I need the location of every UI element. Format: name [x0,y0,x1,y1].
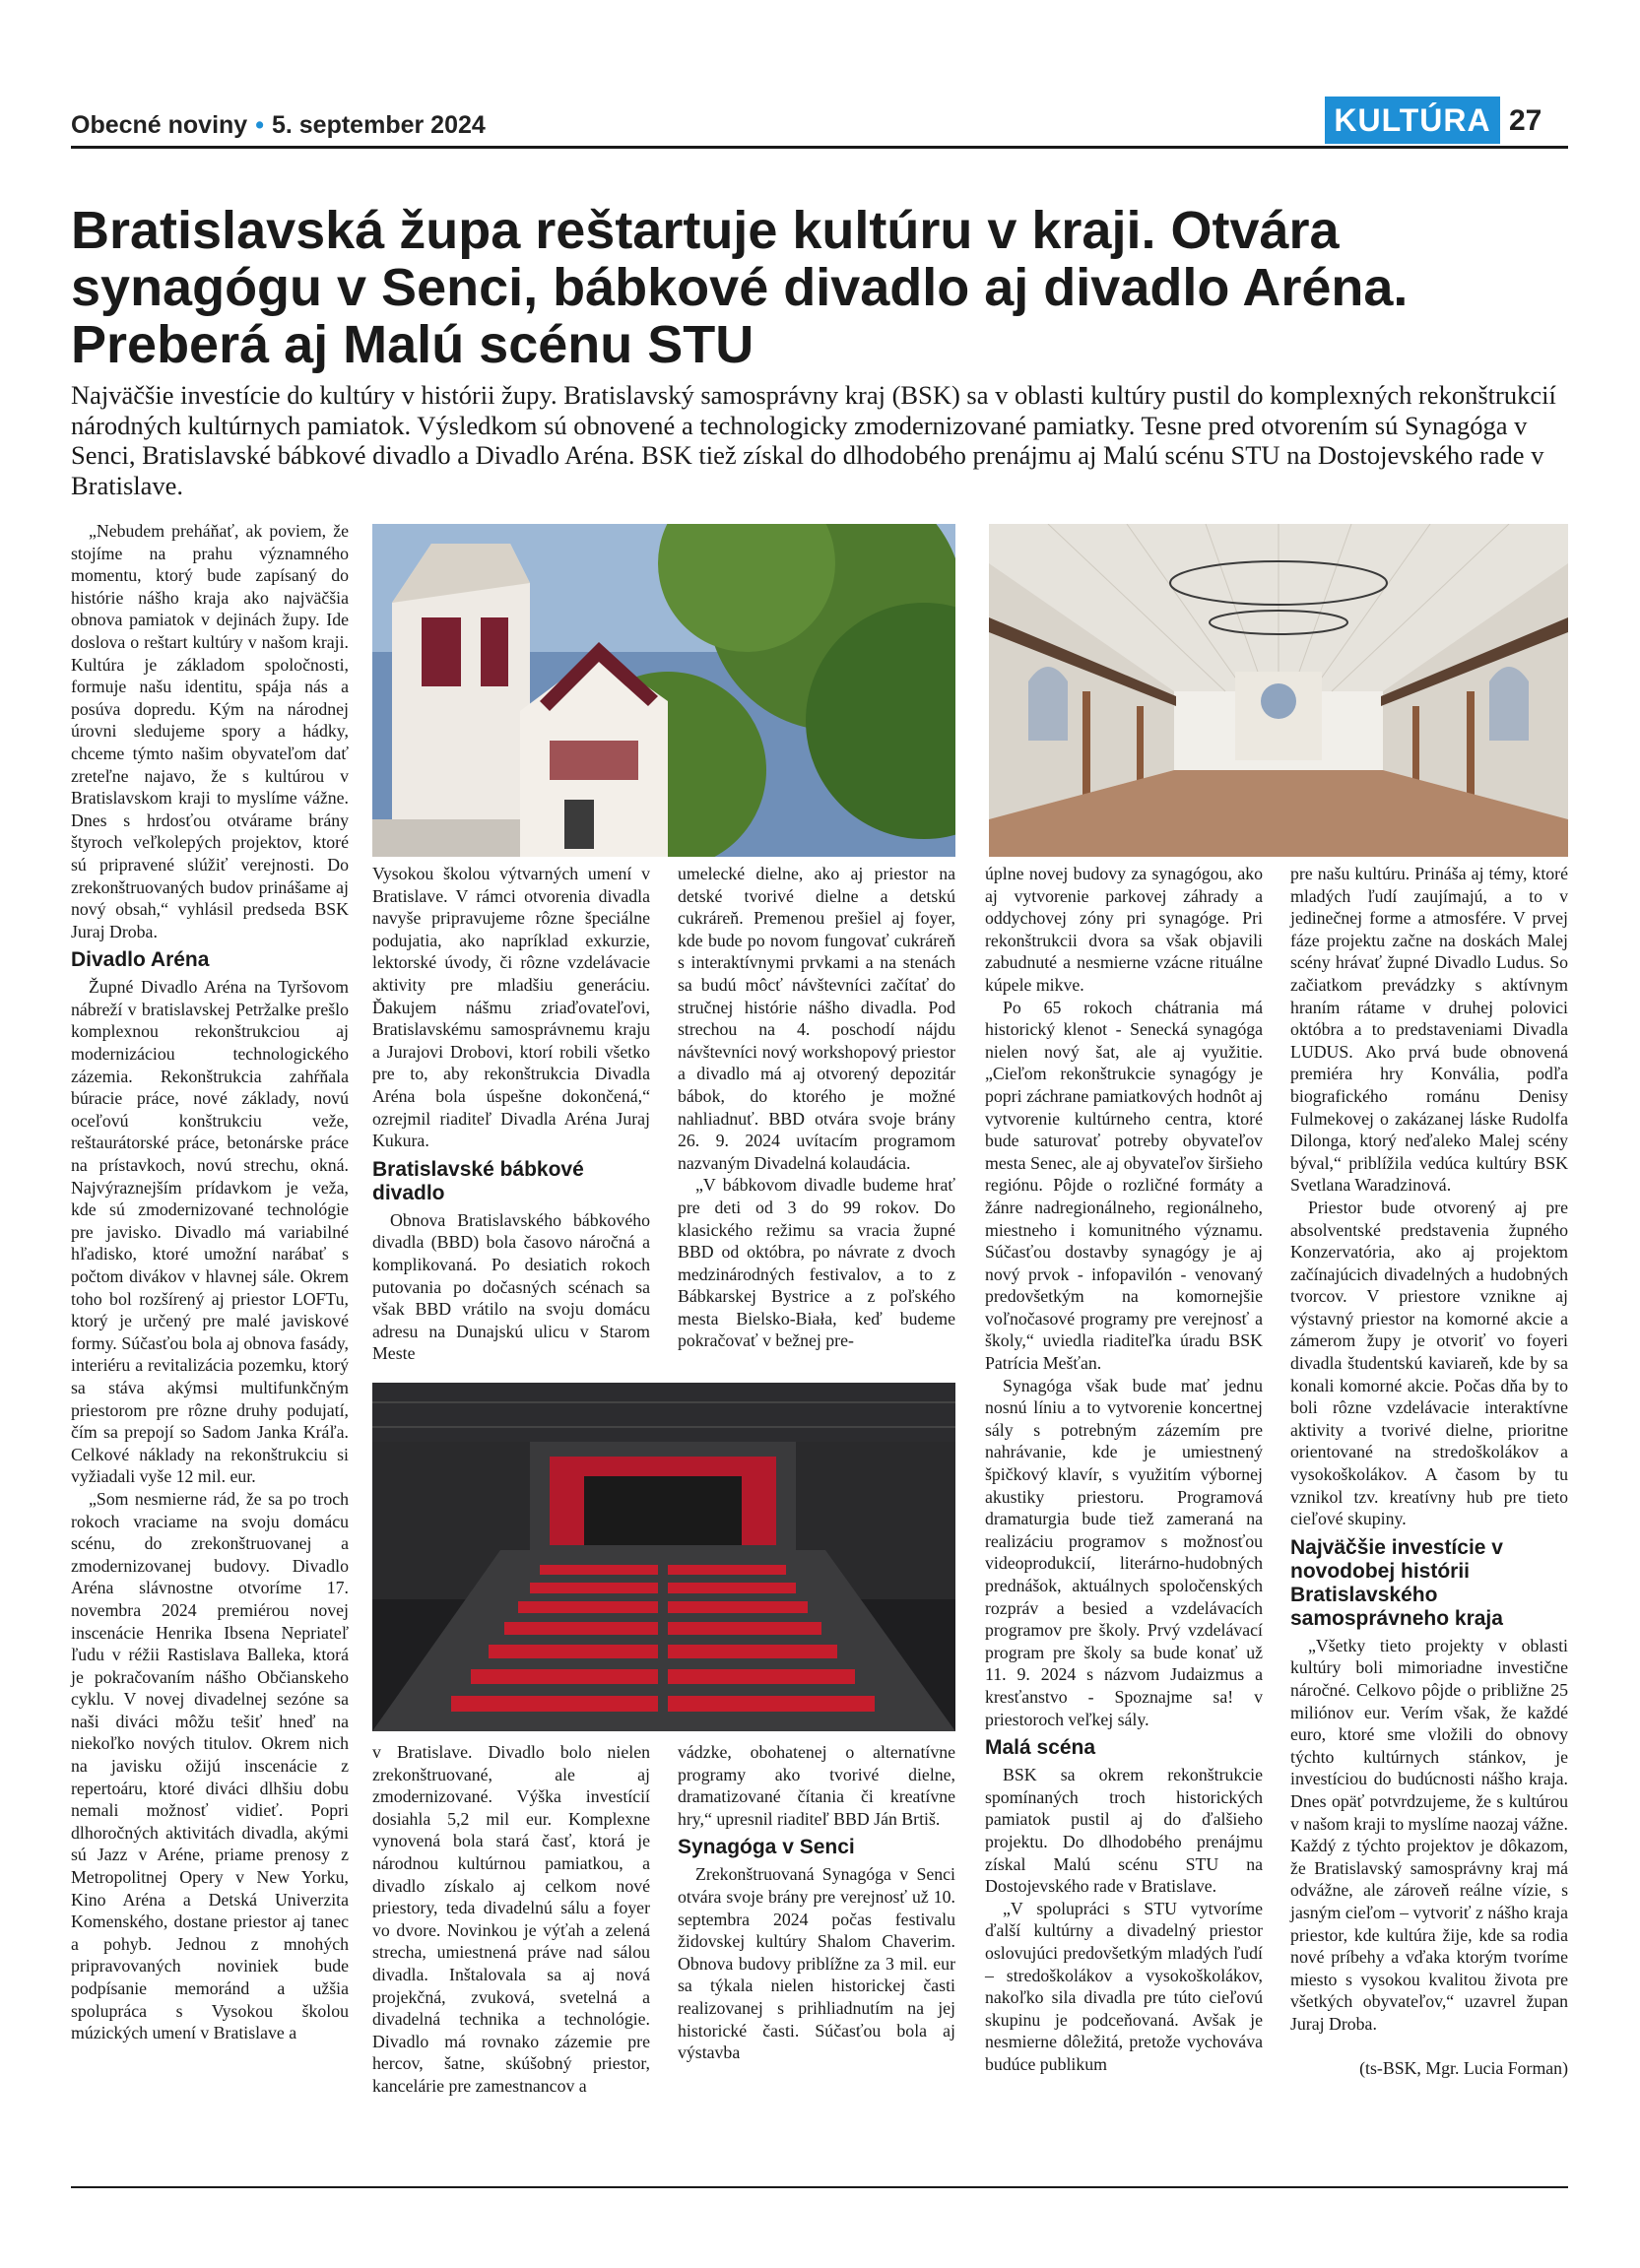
headline: Bratislavská župa reštartuje kultúru v kraji. Otvára synagógu v Senci, bábkové divadlo aj divadlo Aréna. Preberá aj Malú scénu STU [71,201,1409,374]
body-paragraph: Po 65 rokoch chátrania má historický klenot - Senecká synagóga nielen nový šat, ale aj využitie. „Cieľom rekonštrukcie synagógy je popri záchrane pamiatkových hodnôt aj vytvorenie kultúrneho centra, ktoré bude saturovať potreby obyvateľov mesta Senec, ale aj obyvateľov širšieho regiónu. Pôjde o rozličné formáty a žánre nadregionálneho, regionálneho, miestneho i komunitného významu. Súčasťou dostavby synagógy je aj nový prvok - infopavilón - venovaný predovšetkým na komornejšie voľnočasové programy pre verejnosť a školy,“ uviedla riaditeľka úradu BSK Patrícia Mešťan. [985,997,1263,1374]
column-2-bottom [372,1741,650,2098]
body-paragraph: vádzke, obohatenej o alternatívne programy ako tvorivé dielne, dramatizované čítania či kreatívne hry,“ upresnil riaditeľ BBD Ján Brtiš. [678,1742,955,1829]
quote-paragraph: „V spolupráci s STU vytvoríme ďalší kultúrny a divadelný priestor oslovujúci predovšetkým mladých ľudí – stredoškolákov a vysokoškolákov, nakoľko sila divadla pre túto cieľovú skupinu je podceňovaná. Avšak je nesmierne dôležitá, pretože vychováva budúce publikum [985,1898,1263,2074]
column-3-bottom [678,1741,955,2064]
footer-rule [71,2186,1568,2188]
column-3-top [678,863,955,1352]
body-paragraph: „Som nesmierne rád, že sa po troch rokoch vraciame na svoju domácu scénu, do zrekonštruovanej a zmodernizovanej budovy. Divadlo Aréna slávnostne otvoríme 17. novembra 2024 premiérou novej inscenácie Henrika Ibsena Nepriateľ ľudu v réžii Rastislava Balleka, ktorá je pokračovaním nášho Občianskeho cyklu. V novej divadelnej sezóne sa naši diváci môžu tešiť hneď na niekoľko nových titulov. Okrem nich na javisku ožijú inscenácie z repertoáru, ktoré diváci dlhšiu dobu nemali možnosť vidieť. Popri dlhoročných aktivitách divadla, akými sú Jazz v Aréne, priame prenosy z Metropolitnej Opery v New Yorku, Kino Aréna a Detská Univerzita Komenského, dostane priestor aj tanec a pohyb. Jednou z mnohých pripravovaných noviniek bude podpísanie memoránd a užšia spolupráca s Vysokou školou múzických umení v Bratislave a [71,1488,349,2043]
paper-name: Obecné noviny [71,111,248,139]
header-rule [71,146,1568,149]
subheading-babkove-divadlo: Bratislavské bábkové divadlo [372,1157,584,1204]
body-paragraph: Priestor bude otvorený aj pre absolventské predstavenia župného Konzervatória, ako aj projektom začínajúcich divadelných a hudobných tvorcov. V priestore vznikne aj výstavný priestor na komorné akcie a zámerom župy je otvoriť vo foyeri divadla študentskú kaviareň, kde by sa konali komorné akcie. Počas dňa by to boli rôzne vzdelávacie interaktívne aktivity a tvorivé dielne, prioritne orientované na stredoškolákov a vysokoškolákov. A časom by tu vznikol tzv. kreatívny hub pre tieto cieľové skupiny. [1290,1197,1568,1529]
quote-paragraph: „V bábkovom divadle budeme hrať pre deti od 3 do 99 rokov. Do klasického režimu sa vracia župné BBD od októbra, po návrate z dvoch medzinárodných festivalov, a to z Bábkarskej Bystrice a z poľského mesta Bielsko-Biała, keď budeme pokračovať v bežnej pre- [678,1175,955,1351]
quote-paragraph: „Všetky tieto projekty v oblasti kultúry boli mimoriadne investične náročné. Celkovo pôjde o približne 25 miliónov eur. Verím však, že každé euro, ktoré sme vložili do obnovy týchto kultúrnych stánkov, je investíciou do budúcnosti nášho kraja. Dnes opäť potvrdzujeme, že s kultúrou v našom kraji to myslíme naozaj vážne. Každý z týchto projektov je dôkazom, že Bratislavský samosprávny kraj má odvážne, ale zároveň reálne vízie, s jasným cieľom – vytvoriť z nášho kraja priestor, kde kultúra žije, kde sa rodia nové príbehy a vďaka ktorým tvoríme miesto s vysokou kvalitou života pre všetkých obyvateľov,“ uzavrel župan Juraj Droba. [1290,1635,1568,2034]
body-paragraph: Synagóga však bude mať jednu nosnú líniu a to vytvorenie koncertnej sály s potrebným zázemím pre nahrávanie, kde je umiestnený špičkový klavír, s využitím výbornej akustiky priestoru. Programová dramaturgia bude tiež zameraná na realizáciu programov s možnosťou videoprodukcií, literárno-hudobných prednášok, aktuálnych spoločenských rozpráv a besied a vzdelávacích programov pre školy. Prvý vzdelávací program pre školy sa bude konať už 11. 9. 2024 s názvom Judaizmus a kresťanstvo - Spoznajme sa! v priestoroch veľkej sály. [985,1375,1263,1729]
section-label: KULTÚRA [1325,97,1500,144]
issue-date: 5. september 2024 [271,111,486,139]
subheading-divadlo-arena: Divadlo Aréna [71,948,210,972]
body-paragraph: BSK sa okrem rekonštrukcie spomínaných troch historických pamiatok pustil aj do ďalšieho projektu. Do dlhodobého prenájmu získal Malú scénu STU na Dostojevského rade v Bratislave. [985,1765,1263,1897]
body-paragraph: Župné Divadlo Aréna na Tyršovom nábreží v bratislavskej Petržalke prešlo komplexnou rekonštrukciou aj modernizáciou technologického zázemia. Rekonštrukcia zahŕňala búracie práce, nové základy, novú oceľovú konštrukciu veže, reštaurátorské práce, betonárske práce na prístavkoch, novú strechu, okná. Najvýraznejším prídavkom je veža, kde sú zmodernizované technológie pre javisko. Divadlo má variabilné hľadisko, ktoré umožní narábať s počtom divákov v hlavnej sále. Okrem toho bol rozšírený aj priestor LOFTu, ktorý je určený pre malé javiskové formy. Súčasťou bola aj obnova fasády, interiéru a revitalizácia pozemku, ktorý sa stáva akýmsi multifunkčným priestorom pre rôzne druhy podujatí, čím sa prepojí so Sadom Janka Kráľa. Celkové náklady na rekonštrukciu si vyžiadali vyše 12 mil. eur. [71,977,349,1487]
body-paragraph: úplne novej budovy za synagógou, ako aj vytvorenie parkovej záhrady a oddychovej zóny pri synagóge. Pri rekonštrukcii dvora sa však objavili zabudnuté a nesmierne vzácne rituálne kúpele mikve. [985,864,1263,995]
column-5 [1290,863,1568,2079]
body-paragraph: Zrekonštruovaná Synagóga v Senci otvára svoje brány pre verejnosť už 10. septembra 2024 počas festivalu židovskej kultúry Shalom Chaverim. Obnova budovy priblížne za 3 mil. eur sa týkala nielen historickej časti realizovanej s prihliadnutím na jej historické časti. Súčasťou bola aj výstavba [678,1864,955,2063]
body-paragraph: umelecké dielne, ako aj priestor na detské tvorivé dielne a detskú cukráreň. Premenou prešiel aj foyer, kde bude po novom fungovať cukráreň s interaktívnymi prvkami a na stenách sa budú môcť návštevníci začítať do stručnej histórie nášho divadla. Pod strechou na 4. poschodí nájdu návštevníci nový workshopový priestor a divadlo má aj otvorený depozitár bábok, do ktorého je možné nahliadnuť. BBD otvára svoje brány 26. 9. 2024 uvítacím programom nazvaným Divadelná kolaudácia. [678,864,955,1173]
column-1 [71,520,349,2044]
photo-synagogue-interior [989,524,1568,857]
page-number: 27 [1509,104,1542,137]
column-4 [985,863,1263,2075]
separator-dot: • [255,111,264,139]
body-paragraph: Vysokou školou výtvarných umení v Bratislave. V rámci otvorenia divadla navyše pripravujeme rôzne špeciálne podujatia, ako napríklad exkurzie, lektorské úvody, či rôzne vzdelávacie aktivity pre mladšiu generáciu. Ďakujem nášmu zriaďovateľovi, Bratislavskému samosprávnemu kraju a Jurajovi Drobovi, ktorí robili všetko pre to, aby rekonštrukcia Divadla Aréna bola úspešne dokončená,“ ozrejmil riaditeľ Divadla Aréna Juraj Kukura. [372,864,650,1151]
photo-theatre-building [372,524,955,857]
subheading-synagoga: Synagóga v Senci [678,1836,855,1859]
body-paragraph: v Bratislave. Divadlo bolo nielen zrekonštruované, ale aj zmodernizované. Výška investícií dosiahla 5,2 mil eur. Komplexne vynovená bola stará časť, ktorá je národnou kultúrnou pamiatkou, a divadlo získalo aj celkom nové priestory, teda divadelnú sálu a foyer vo dvore. Novinkou je výťah a zelená strecha, umiestnená práve nad sálou divadla. Inštalovala sa aj nová projekčná, zvuková, svetelná a divadelná technika a technológie. Divadlo má rovnako zázemie pre hercov, šatne, skúšobný priestor, kancelárie pre zamestnancov a [372,1742,650,2096]
subheading-najvacsie-investicie: Najväčšie investície v novodobej histórii Bratislavského samosprávneho kraja [1290,1535,1503,1630]
byline: (ts-BSK, Mgr. Lucia Forman) [1359,2057,1568,2078]
quote-paragraph: „Nebudem preháňať, ak poviem, že stojíme na prahu významného momentu, ktorý bude zapísaný do histórie nášho kraja ako najväčšia obnova pamiatok v dejinách župy. Ide doslova o reštart kultúry v našom kraji. Kultúra je základom spoločnosti, formuje našu identitu, spája nás a posúva dopredu. Kým na národnej úrovni sledujeme spory a hádky, chceme týmto našim obyvateľom dať zreteľne najavo, že s kultúrou v Bratislavskom kraji to myslíme vážne. Dnes s hrdosťou otvárame brány štyroch veľkolepých projektov, ktoré sú pripravené slúžiť verejnosti. Do zrekonštruovaných budov prinášame aj nový obsah,“ vyhlásil predseda BSK Juraj Droba. [71,521,349,941]
subheading-mala-scena: Malá scéna [985,1736,1096,1760]
body-paragraph: Obnova Bratislavského bábkového divadla (BBD) bola časovo náročná a komplikovaná. Po desiatich rokoch putovania po dočasných scénach sa však BBD vrátilo na svoju domácu adresu na Dunajskú ulicu v Starom Meste [372,1209,650,1364]
column-2-top [372,863,650,1365]
masthead [71,111,486,140]
photo-theatre-auditorium [372,1383,955,1731]
body-paragraph: pre našu kultúru. Prináša aj témy, ktoré mladých ľudí zaujímajú, a to v jedinečnej forme a atmosfére. V prvej fáze projektu začne na doskách Malej scény hrávať župné Divadlo Ludus. So začiatkom prevádzky s aktívnym hraním rátame v druhej polovici októbra a to predstaveniami Divadla LUDUS. Ako prvá bude obnovená premiéra hry Konvália, podľa biografického románu Denisy Fulmekovej o zakázanej láske Rudolfa Dilonga, ktorý neďaleko Malej scény býval,“ priblížila vedúca kultúry BSK Svetlana Waradzinová. [1290,864,1568,1196]
lead-paragraph: Najväčšie investície do kultúry v histórii župy. Bratislavský samosprávny kraj (BSK) sa v oblasti kultúry pustil do komplexných rekonštrukcií národných kultúrnych pamiatok. Výsledkom sú obnovené a technologicky zmodernizované pamiatky. Tesne pred otvorením sú Synagóga v Senci, Bratislavské bábkové divadlo a Divadlo Aréna. BSK tiež získal do dlhodobého prenájmu aj Malú scénu STU na Dostojevského rade v Bratislave. [71,380,1556,500]
